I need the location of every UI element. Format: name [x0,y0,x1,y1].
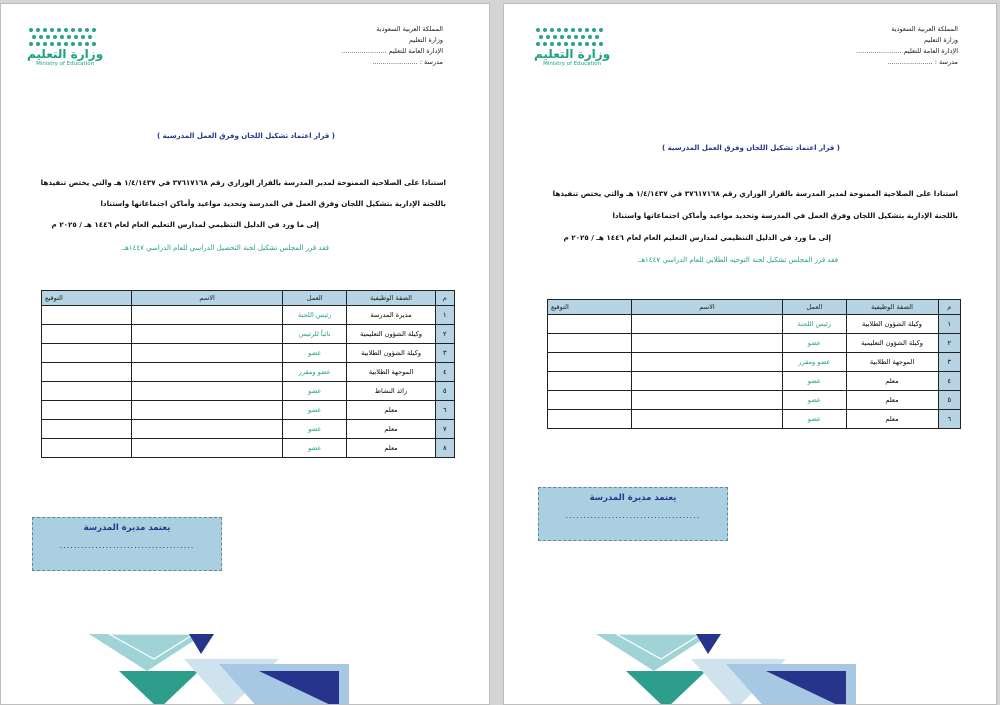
logo-english-text: Ministry of Education [36,61,95,67]
row-job: عضو [282,382,347,401]
row-num: ٢ [938,334,960,353]
row-job: عضو [282,344,347,363]
row-num: ٢ [435,325,454,344]
table-row [42,344,455,363]
row-name-cell[interactable] [631,391,782,410]
row-job: رئيس اللجنة [282,306,347,325]
approval-label: يعتمد مديرة المدرسة [83,523,171,533]
table-row [548,410,961,429]
col-job: العمل [282,291,347,306]
row-num: ٥ [435,382,454,401]
row-name-cell[interactable] [132,325,283,344]
row-signature-cell[interactable] [548,410,632,429]
document-page-right [503,3,997,705]
table-row [548,334,961,353]
row-num: ٨ [435,439,454,458]
header-country: المملكة العربية السعودية [376,25,443,33]
row-role: الموجهة الطلابية [846,353,938,372]
table-row [548,391,961,410]
table-row [548,353,961,372]
col-signature: التوقيع [548,300,632,315]
table-header-row [42,291,455,306]
row-num: ٤ [938,372,960,391]
ministry-header [341,24,443,68]
preamble-line-3: إلى ما ورد في الدليل التنظيمي لمدارس التعليم العام لعام ١٤٤٦ هـ / ٢٠٢٥ م [563,233,831,242]
row-num: ١ [938,315,960,334]
row-role: رائد النشاط [347,382,435,401]
header-school: مدرسة : ...................... [887,58,958,66]
row-role: وكيلة الشؤون الطلابية [347,344,435,363]
preamble-line-2: باللجنة الإدارية بتشكيل اللجان وفرق العمل في المدرسة وتحديد مواعيد وأماكن اجتماعاتها واستنادا [612,211,958,220]
row-job: عضو ومقرر [783,353,846,372]
col-name: الاسم [631,300,782,315]
row-num: ٧ [435,420,454,439]
row-name-cell[interactable] [132,420,283,439]
col-num: م [938,300,960,315]
header-directorate: الإدارة العامة للتعليم ...................... [341,47,443,55]
row-name-cell[interactable] [132,439,283,458]
row-name-cell[interactable] [631,410,782,429]
row-num: ٦ [938,410,960,429]
preamble-line-1: استنادا على الصلاحية الممنوحة لمدير المدرسة بالقرار الوزاري رقم ٣٧٦١٧١٦٨ في ١/٤/١٤٣٧ هـ والتي يختص تنفيذها [552,189,958,198]
decision-title: ( قرار اعتماد تشكيل اللجان وفرق العمل المدرسية ) [157,132,335,140]
decorative-triangles-icon [89,629,349,705]
row-signature-cell[interactable] [548,315,632,334]
row-job: رئيس اللجنة [783,315,846,334]
col-signature: التوقيع [42,291,132,306]
row-job: عضو [282,420,347,439]
table-row [42,306,455,325]
header-ministry: وزارة التعليم [923,36,958,44]
row-job: عضو [783,334,846,353]
preamble-line-1: استنادا على الصلاحية الممنوحة لمدير المدرسة بالقرار الوزاري رقم ٣٧٦١٧١٦٨ في ١/٤/١٤٣٧ هـ والتي يختص تنفيذها [40,178,446,187]
committee-table [547,299,961,429]
row-role: وكيلة الشؤون الطلابية [846,315,938,334]
table-row [548,315,961,334]
header-country: المملكة العربية السعودية [891,25,958,33]
header-school: مدرسة : ...................... [372,58,443,66]
logo-arabic-text: وزارة التعليم [534,47,611,61]
table-row [548,372,961,391]
col-role: الصفة الوظيفية [347,291,435,306]
row-name-cell[interactable] [631,334,782,353]
document-page-left [0,3,490,705]
col-job: العمل [783,300,846,315]
ministry-header [856,24,958,68]
row-name-cell[interactable] [132,363,283,382]
committee-decision: فقد قرر المجلس تشكيل لجنة التوجيه الطلابي للعام الدراسي ١٤٤٧هـ. [637,256,838,264]
row-job: عضو [282,439,347,458]
row-num: ١ [435,306,454,325]
row-signature-cell[interactable] [42,382,132,401]
table-row [42,420,455,439]
logo-english-text: Ministry of Education [543,61,602,67]
row-role: وكيلة الشؤون التعليمية [846,334,938,353]
col-name: الاسم [132,291,283,306]
header-directorate: الإدارة العامة للتعليم ...................... [856,47,958,55]
decorative-triangles-icon [596,629,856,705]
row-role: معلم [347,401,435,420]
row-signature-cell[interactable] [42,420,132,439]
principal-approval-box [32,517,222,571]
row-role: وكيلة الشؤون التعليمية [347,325,435,344]
row-signature-cell[interactable] [42,439,132,458]
row-num: ٣ [435,344,454,363]
preamble-line-2: باللجنة الإدارية بتشكيل اللجان وفرق العمل في المدرسة وتحديد مواعيد وأماكن اجتماعاتها واستنادا [100,199,446,208]
row-signature-cell[interactable] [548,334,632,353]
ministry-logo [534,26,610,68]
logo-dots-icon [534,26,608,48]
row-signature-cell[interactable] [548,372,632,391]
row-role: معلم [846,372,938,391]
table-header-row [548,300,961,315]
row-job: نائباً للرئيس [282,325,347,344]
logo-arabic-text: وزارة التعليم [27,47,104,61]
row-signature-cell[interactable] [42,306,132,325]
principal-approval-box [538,487,728,541]
row-signature-cell[interactable] [548,353,632,372]
row-signature-cell[interactable] [42,363,132,382]
row-name-cell[interactable] [631,353,782,372]
row-signature-cell[interactable] [548,391,632,410]
header-ministry: وزارة التعليم [408,36,443,44]
row-name-cell[interactable] [631,315,782,334]
row-job: عضو [783,410,846,429]
row-role: الموجهة الطلابية [347,363,435,382]
row-num: ٦ [435,401,454,420]
preamble-line-3: إلى ما ورد في الدليل التنظيمي لمدارس التعليم العام لعام ١٤٤٦ هـ / ٢٠٢٥ م [51,220,319,229]
row-signature-cell[interactable] [42,344,132,363]
row-job: عضو [783,391,846,410]
row-job: عضو [282,401,347,420]
col-num: م [435,291,454,306]
table-row [42,363,455,382]
ministry-logo [27,26,103,68]
logo-dots-icon [27,26,101,48]
row-num: ٥ [938,391,960,410]
table-row [42,325,455,344]
approval-label: يعتمد مديرة المدرسة [589,493,677,503]
table-row [42,401,455,420]
table-row [42,439,455,458]
row-signature-cell[interactable] [42,325,132,344]
col-role: الصفة الوظيفية [846,300,938,315]
approval-signature-line[interactable]: ...................................... [59,541,195,550]
row-role: مديرة المدرسة [347,306,435,325]
row-num: ٣ [938,353,960,372]
row-role: معلم [347,439,435,458]
decision-title: ( قرار اعتماد تشكيل اللجان وفرق العمل المدرسية ) [662,144,840,152]
row-num: ٤ [435,363,454,382]
approval-signature-line[interactable]: ...................................... [565,511,701,520]
row-name-cell[interactable] [631,372,782,391]
row-signature-cell[interactable] [42,401,132,420]
row-job: عضو ومقرر [282,363,347,382]
row-role: معلم [846,410,938,429]
row-job: عضو [783,372,846,391]
committee-decision: فقد قرر المجلس تشكيل لجنة التحصيل الدراسي للعام الدراسي ١٤٤٧هـ. [120,244,329,252]
row-name-cell[interactable] [132,401,283,420]
row-role: معلم [347,420,435,439]
row-role: معلم [846,391,938,410]
row-name-cell[interactable] [132,306,283,325]
row-name-cell[interactable] [132,382,283,401]
row-name-cell[interactable] [132,344,283,363]
table-row [42,382,455,401]
committee-table [41,290,455,458]
